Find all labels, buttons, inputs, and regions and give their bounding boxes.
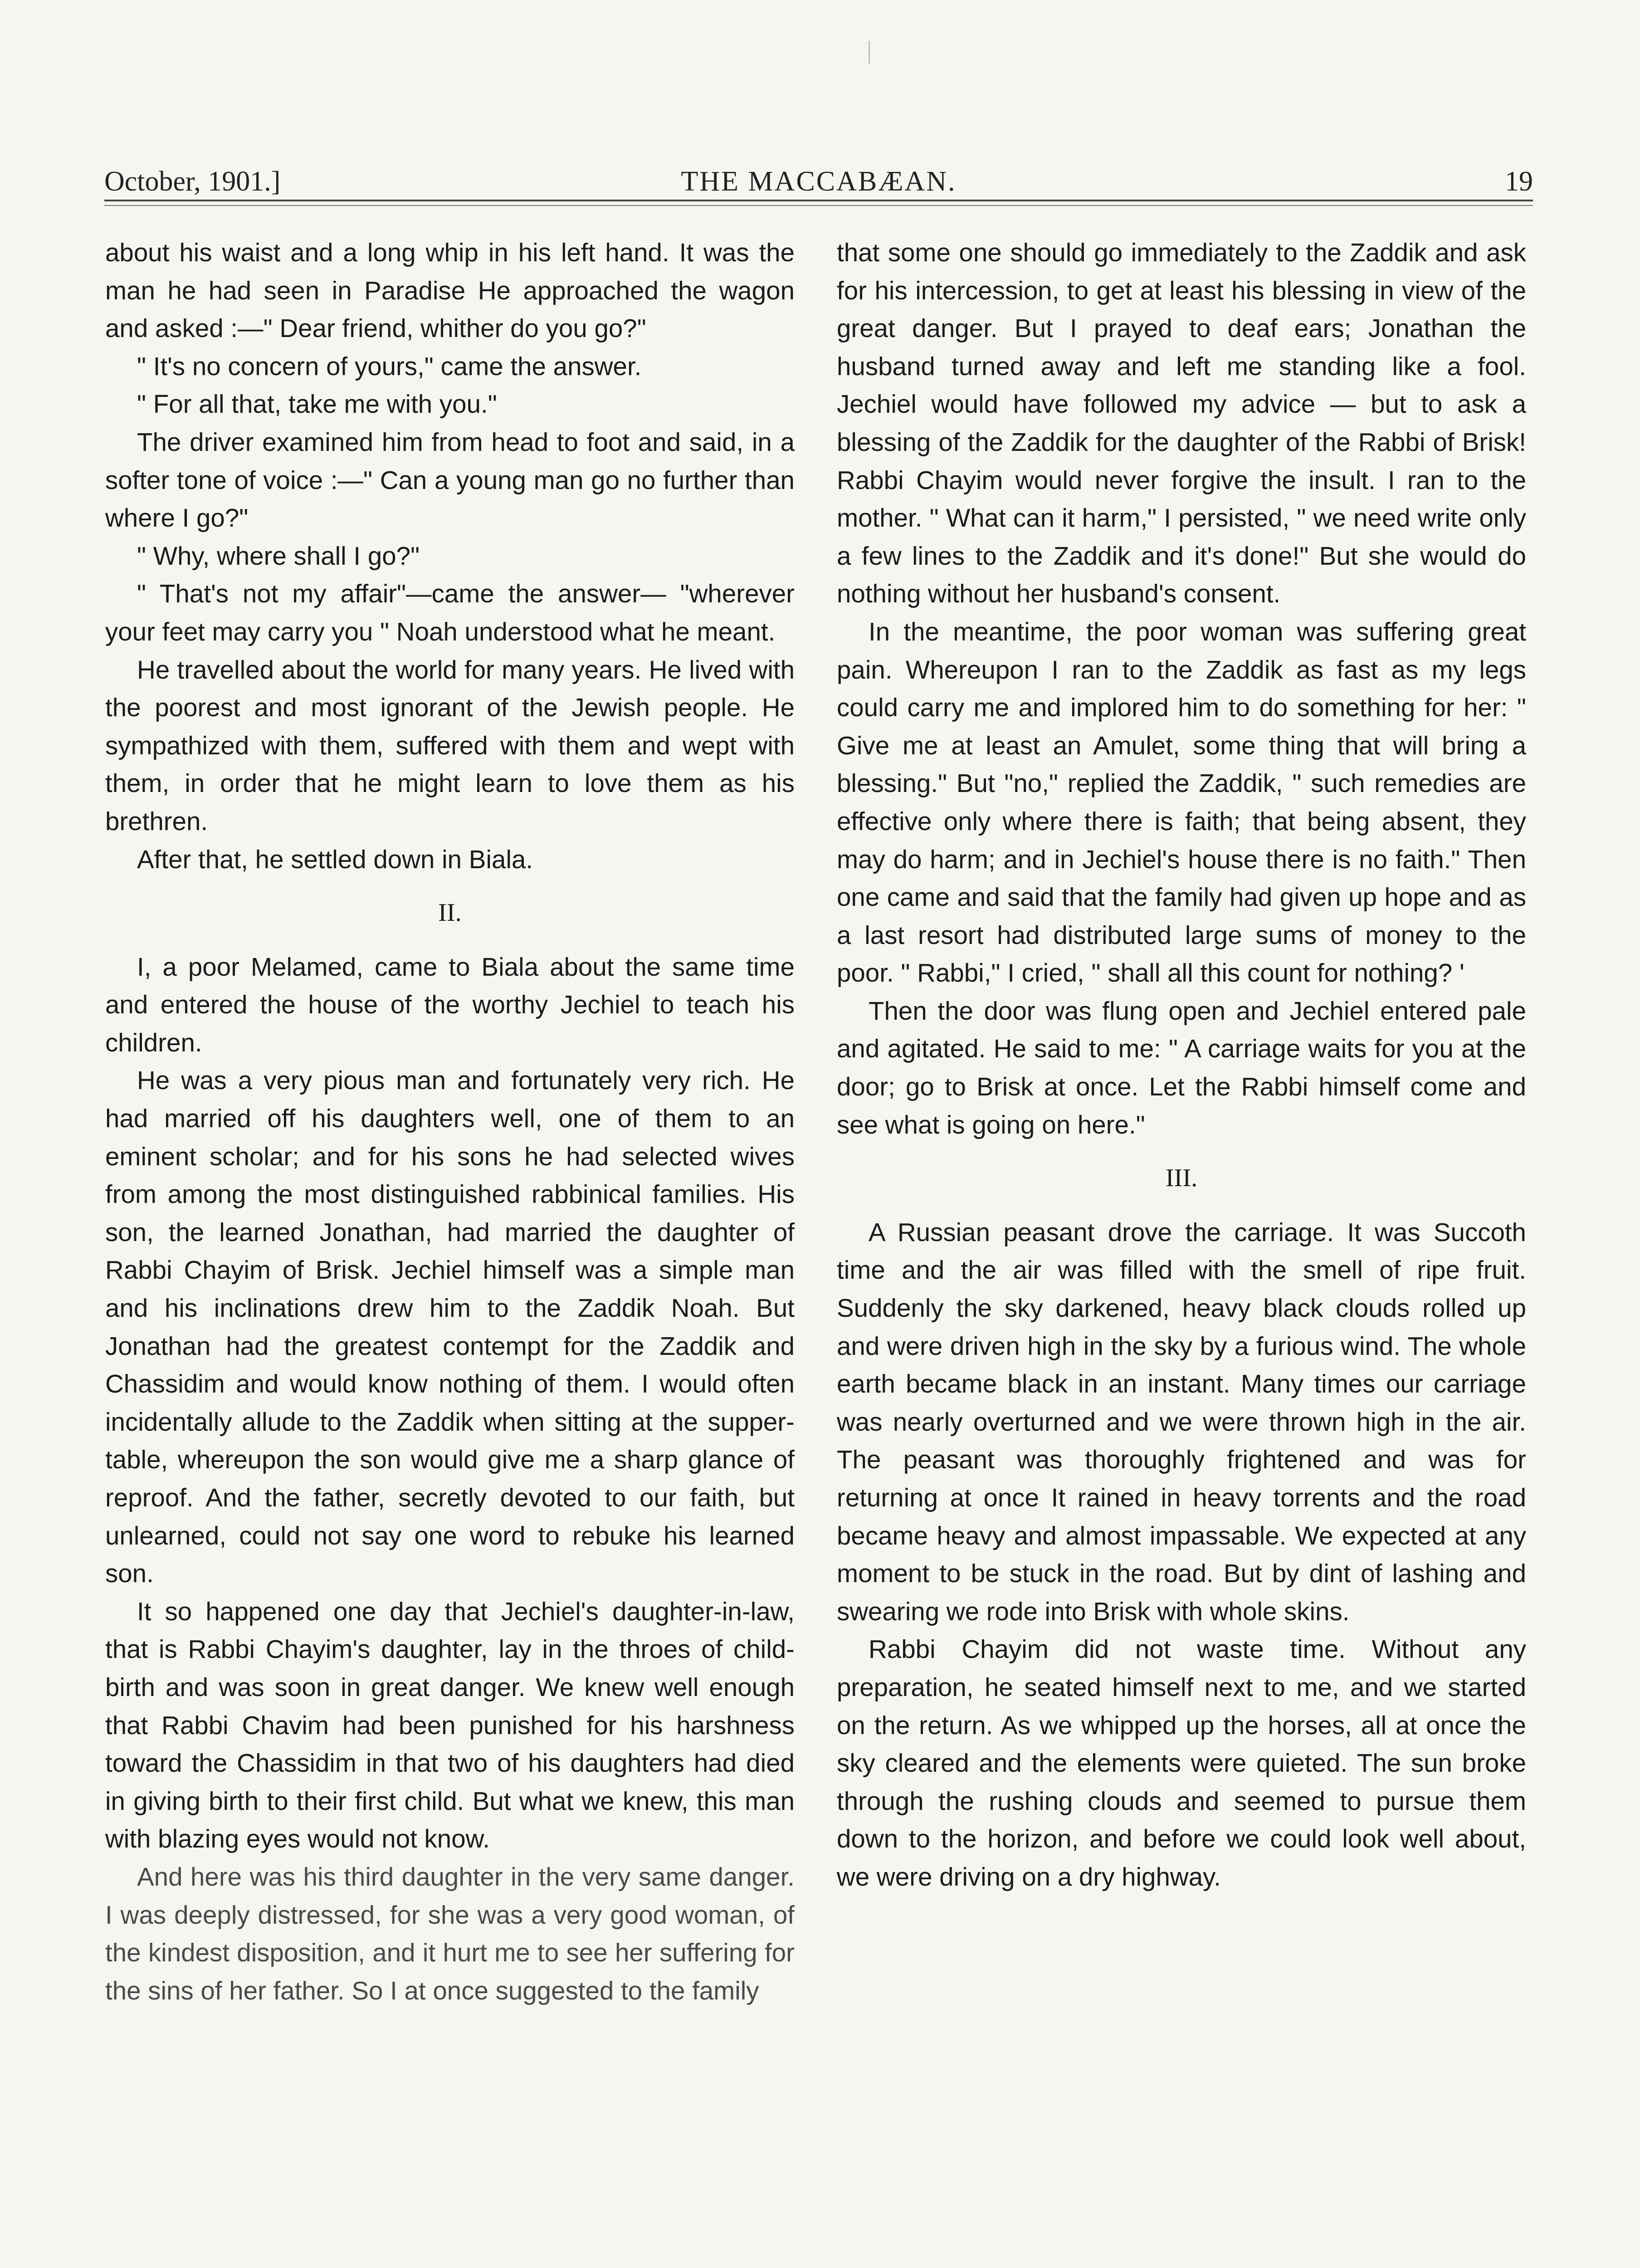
paragraph: The driver examined him from head to foot and said, in a softer tone of voice :—" Can a young man go no further than where I go?" — [105, 427, 795, 533]
paragraph: And here was his third daughter in the very same danger. I was deeply distressed, for she was a very good woman, of the kindest disposition, and it hurt me to see her suffering for the sins of her father. So I at once suggested to the family — [105, 1862, 795, 2005]
section-heading: III. — [1165, 1164, 1198, 1193]
paragraph: " For all that, take me with you." — [137, 390, 497, 419]
paragraph: I, a poor Melamed, came to Biala about the same time and entered the house of the worthy Jechiel to teach his children. — [105, 952, 795, 1057]
page-number: 19 — [1505, 166, 1533, 197]
paragraph: It so happened one day that Jechiel's daughter-in-law, that is Rabbi Chayim's daughter, lay in the throes of child-birth and was soon in great danger. We knew well enough that Rabbi Chavim had been punished for his harshness toward the Chassidim in that two of his daughters had died in giving birth to their first child. But what we knew, this man with blazing eyes would not know. — [105, 1597, 795, 1853]
paragraph: " It's no concern of yours," came the answer. — [137, 352, 642, 381]
paragraph: In the meantime, the poor woman was suffering great pain. Whereupon I ran to the Zaddik as fast as my legs could carry me and implored him to do something for her: " Give me at least an Amulet, some thing that will bring a blessing." But "no," replied the Zaddik, " such remedies are effective only where there is faith; that being absent, they may do harm; and in Jechiel's house there is no faith." Then one came and said that the family had given up hope and as a last resort had distributed large sums of money to the poor. " Rabbi," I cried, " shall all this count for nothing? ' — [837, 617, 1526, 987]
paragraph: Rabbi Chayim did not waste time. Without any preparation, he seated himself next to me, and we started on the return. As we whipped up the horses, all at once the sky cleared and the elements were quieted. The sun broke through the rushing clouds and seemed to pursue them down to the horizon, and before we could look well about, we were driving on a dry highway. — [837, 1635, 1526, 1891]
header-rule-thin — [104, 205, 1533, 206]
paragraph: Then the door was flung open and Jechiel entered pale and agitated. He said to me: " A carriage waits for you at the door; go to Brisk at once. Let the Rabbi himself come and see what is going on here." — [837, 996, 1526, 1139]
paragraph: He travelled about the world for many years. He lived with the poorest and most ignorant of the Jewish people. He sympathized with them, suffered with them and wept with them, in order that he might learn to love them as his brethren. — [105, 655, 795, 836]
paragraph: that some one should go immediately to the Zaddik and ask for his intercession, to get at least his blessing in view of the great danger. But I prayed to deaf ears; Jonathan the husband turned away and left me standing like a fool. Jechiel would have followed my advice — but to ask a blessing of the Zaddik for the daughter of the Rabbi of Brisk! Rabbi Chayim would never forgive the insult. I ran to the mother. " What can it harm," I persisted, " we need write only a few lines to the Zaddik and it's done!" But she would do nothing without her husband's consent. — [837, 238, 1526, 608]
right-column — [837, 234, 1526, 1896]
left-column — [105, 234, 795, 2009]
journal-title: THE MACCABÆAN. — [681, 166, 957, 197]
paragraph: He was a very pious man and fortunately very rich. He had married off his daughters well, one of them to an eminent scholar; and for his sons he had selected wives from among the most distinguished rabbinical families. His son, the learned Jonathan, had married the daughter of Rabbi Chayim of Brisk. Jechiel himself was a simple man and his inclinations drew him to the Zaddik Noah. But Jonathan had the greatest contempt for the Zaddik and Chassidim and would know nothing of them. I would often incidentally allude to the Zaddik when sitting at the supper-table, whereupon the son would give me a sharp glance of reproof. And the father, secretly devoted to our faith, but unlearned, could not say one word to rebuke his learned son. — [105, 1066, 795, 1588]
paragraph: A Russian peasant drove the carriage. It was Succoth time and the air was filled with the smell of ripe fruit. Suddenly the sky darkened, heavy black clouds rolled up and were driven high in the sky by a furious wind. The whole earth became black in an instant. Many times our carriage was nearly overturned and we were thrown high in the air. The peasant was thoroughly frightened and was for returning at once It rained in heavy torrents and the road became heavy and almost impassable. We expected at any moment to be stuck in the road. But by dint of lashing and swearing we rode into Brisk with whole skins. — [837, 1217, 1526, 1626]
header-date: October, 1901.] — [104, 166, 281, 197]
paragraph: " Why, where shall I go?" — [137, 541, 420, 570]
section-heading: II. — [438, 899, 462, 927]
running-header — [104, 161, 1533, 202]
paragraph: " That's not my affair"—came the answer— "wherever your feet may carry you " Noah understood what he meant. — [105, 579, 795, 646]
paragraph: about his waist and a long whip in his left hand. It was the man he had seen in Paradise He approached the wagon and asked :—" Dear friend, whither do you go?" — [105, 238, 795, 343]
header-rule — [104, 200, 1533, 201]
scan-mark — [869, 41, 870, 64]
paragraph: After that, he settled down in Biala. — [137, 845, 533, 874]
